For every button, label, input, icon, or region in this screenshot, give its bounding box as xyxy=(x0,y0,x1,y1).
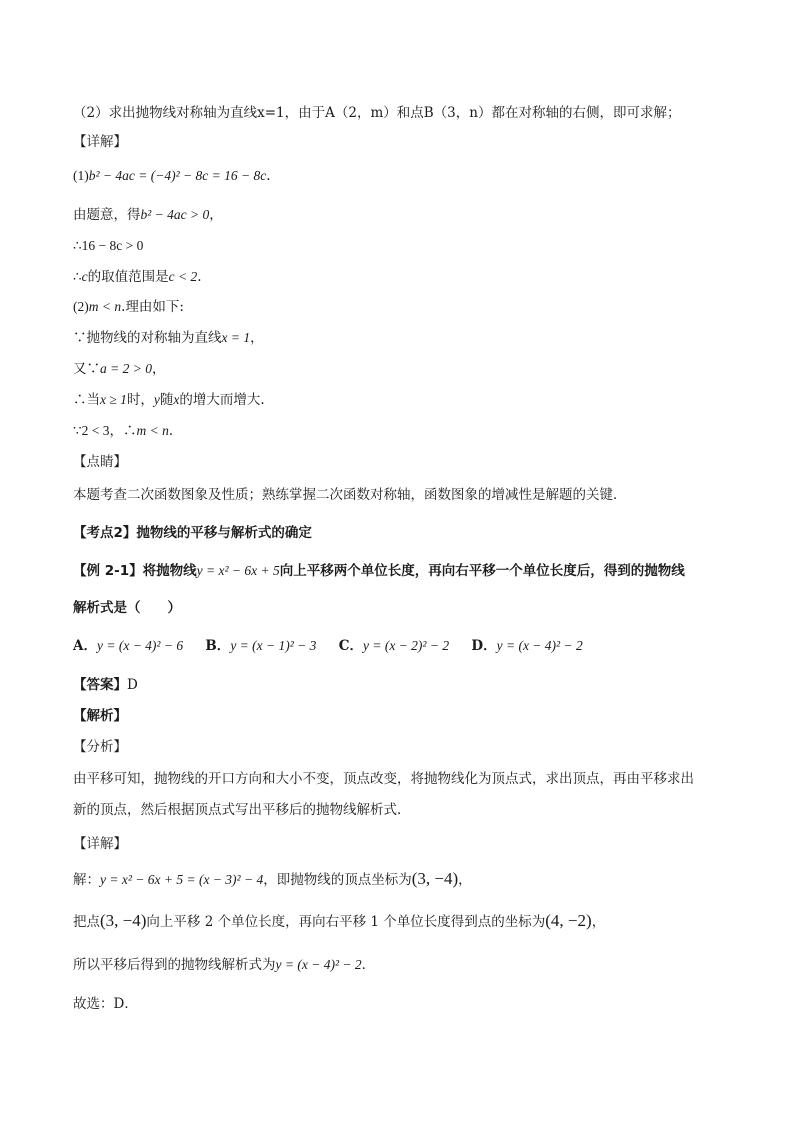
because-symbol: ∵ xyxy=(73,423,82,439)
choice-label: D． xyxy=(471,638,497,654)
punct: ， xyxy=(151,361,166,377)
inequality: x ≥ 1 xyxy=(100,392,127,407)
solution-line-7 xyxy=(73,359,165,379)
because-symbol: ∵ xyxy=(73,330,87,346)
analyze-text-2 xyxy=(73,800,411,820)
text: 解析式是（ ） xyxy=(73,600,181,616)
variable: y xyxy=(153,392,160,407)
choice-label: C． xyxy=(338,638,363,654)
part-label: (2) xyxy=(73,299,89,314)
text: 又∵ xyxy=(73,361,100,377)
choice-a xyxy=(73,636,183,656)
heading-text: 【考点2】抛物线的平移与解析式的确定 xyxy=(73,525,312,541)
solution-line-6 xyxy=(73,328,264,348)
choice-math: y = (x − 4)² − 6 xyxy=(96,638,184,653)
punct: ． xyxy=(361,957,376,973)
vertex-form-equation: y = x² − 6x + 5 = (x − 3)² − 4 xyxy=(100,872,264,887)
text: 向上平移 2 个单位长度，再向右平移 1 个单位长度得到点的坐标为 xyxy=(146,914,546,930)
solution-line-1 xyxy=(73,166,271,186)
text: .理由如下: xyxy=(121,299,184,315)
example-2-1-line-2 xyxy=(73,598,181,618)
heading-text: 【解析】 xyxy=(73,708,127,724)
analyze-heading xyxy=(73,737,127,757)
text: 本题考查二次函数图象及性质；熟练掌握二次函数对称轴，函数图象的增减性是解题的关键． xyxy=(73,487,627,503)
text: 新的顶点，然后根据顶点式写出平移后的抛物线解析式． xyxy=(73,802,411,818)
text: 把点 xyxy=(73,914,100,930)
text: 随 xyxy=(159,392,174,408)
heading-text: 【答案】 xyxy=(73,677,127,693)
therefore-symbol: ∴ xyxy=(73,392,87,408)
topic-2-heading xyxy=(73,523,312,543)
solution-line-4 xyxy=(73,267,202,287)
vertex-point: (3, −4) xyxy=(100,911,147,930)
heading-text: 【分析】 xyxy=(73,739,127,755)
analysis-heading xyxy=(73,706,127,726)
choice-b xyxy=(205,636,316,656)
solution-line-5 xyxy=(73,297,184,317)
vertex-point: (3, −4) xyxy=(411,869,459,888)
punct: . xyxy=(168,423,174,439)
inequality: 2 < 3 xyxy=(81,423,110,438)
therefore-symbol: ∴ xyxy=(73,269,82,285)
example-label: 【例 2-1】 xyxy=(73,563,143,579)
detail-step-4 xyxy=(73,994,138,1014)
parabola-equation: y = x² − 6x + 5 xyxy=(196,563,280,578)
punct: ， xyxy=(591,914,606,930)
punct: . xyxy=(266,168,271,184)
heading-text: 【详解】 xyxy=(73,836,127,852)
text: 将抛物线 xyxy=(142,563,197,579)
comment-heading xyxy=(73,452,127,472)
text: ，即抛物线的顶点坐标为 xyxy=(263,872,412,888)
heading-text: 【点睛】 xyxy=(73,454,127,470)
punct: ， xyxy=(209,207,223,223)
choice-math: y = (x − 2)² − 2 xyxy=(362,638,450,653)
text: 由平移可知，抛物线的开口方向和大小不变，顶点改变，将抛物线化为顶点式，求出顶点，再由平移求出 xyxy=(73,771,694,787)
punct: ， xyxy=(250,330,264,346)
choice-math: y = (x − 4)² − 2 xyxy=(496,638,583,653)
analyze-text-1 xyxy=(73,769,694,789)
choice-d xyxy=(471,636,582,656)
answer-value: D xyxy=(127,677,138,693)
comment-text xyxy=(73,485,627,505)
detail-step-3 xyxy=(73,955,375,975)
punct: ， xyxy=(458,872,472,888)
text: 所以平移后得到的抛物线解析式为 xyxy=(73,957,276,973)
solution-line-8 xyxy=(73,390,265,410)
solution-line-9 xyxy=(73,421,173,441)
punct: . xyxy=(197,269,202,285)
solution-line-2 xyxy=(73,205,223,225)
variable: c xyxy=(81,269,88,284)
discriminant-formula: b² − 4ac = (−4)² − 8c = 16 − 8c xyxy=(88,168,267,183)
heading-text: 【详解】 xyxy=(73,134,127,150)
inequality: b² − 4ac > 0 xyxy=(140,207,210,222)
text: ，∴ xyxy=(109,423,137,439)
text: 时， xyxy=(126,392,154,408)
choice-c xyxy=(339,636,449,656)
example-2-1-line-1 xyxy=(73,561,685,581)
text: 解： xyxy=(73,872,100,888)
inequality: 16 − 8c > 0 xyxy=(81,238,144,253)
choice-math: y = (x − 1)² − 3 xyxy=(230,638,317,653)
intro-step-2 xyxy=(73,103,680,123)
choice-label: A． xyxy=(73,638,97,654)
text: 的增大而增大. xyxy=(179,392,265,408)
new-vertex-point: (4, −2) xyxy=(545,911,592,930)
variable: x xyxy=(173,392,180,407)
answer-line xyxy=(73,675,138,695)
inequality: m < n xyxy=(88,299,122,314)
part-label: (1) xyxy=(73,168,89,183)
result-equation: y = (x − 4)² − 2 xyxy=(275,957,362,972)
choices-row xyxy=(73,636,583,656)
therefore-symbol: ∴ xyxy=(73,238,82,254)
text: 由题意，得 xyxy=(73,207,141,223)
text: 当 xyxy=(86,392,100,408)
detail-heading-2 xyxy=(73,834,127,854)
solution-line-3 xyxy=(73,236,143,256)
equation: x = 1 xyxy=(221,330,251,345)
inequality: m < n xyxy=(136,423,169,438)
detail-heading-1 xyxy=(73,132,127,152)
detail-step-1 xyxy=(73,869,472,890)
intro-text: （2）求出抛物线对称轴为直线x=1，由于A（2，m）和点B（3，n）都在对称轴的右侧，即可求解； xyxy=(73,105,681,121)
detail-step-2 xyxy=(73,911,605,932)
text: 的取值范围是 xyxy=(87,269,169,285)
choice-label: B． xyxy=(205,638,231,654)
inequality: a = 2 > 0 xyxy=(100,361,152,376)
text: 向上平移两个单位长度，再向右平移一个单位长度后，得到的抛物线 xyxy=(279,563,685,579)
inequality: c < 2 xyxy=(168,269,198,284)
text: 抛物线的对称轴为直线 xyxy=(86,330,222,346)
text: 故选：D． xyxy=(73,996,138,1012)
